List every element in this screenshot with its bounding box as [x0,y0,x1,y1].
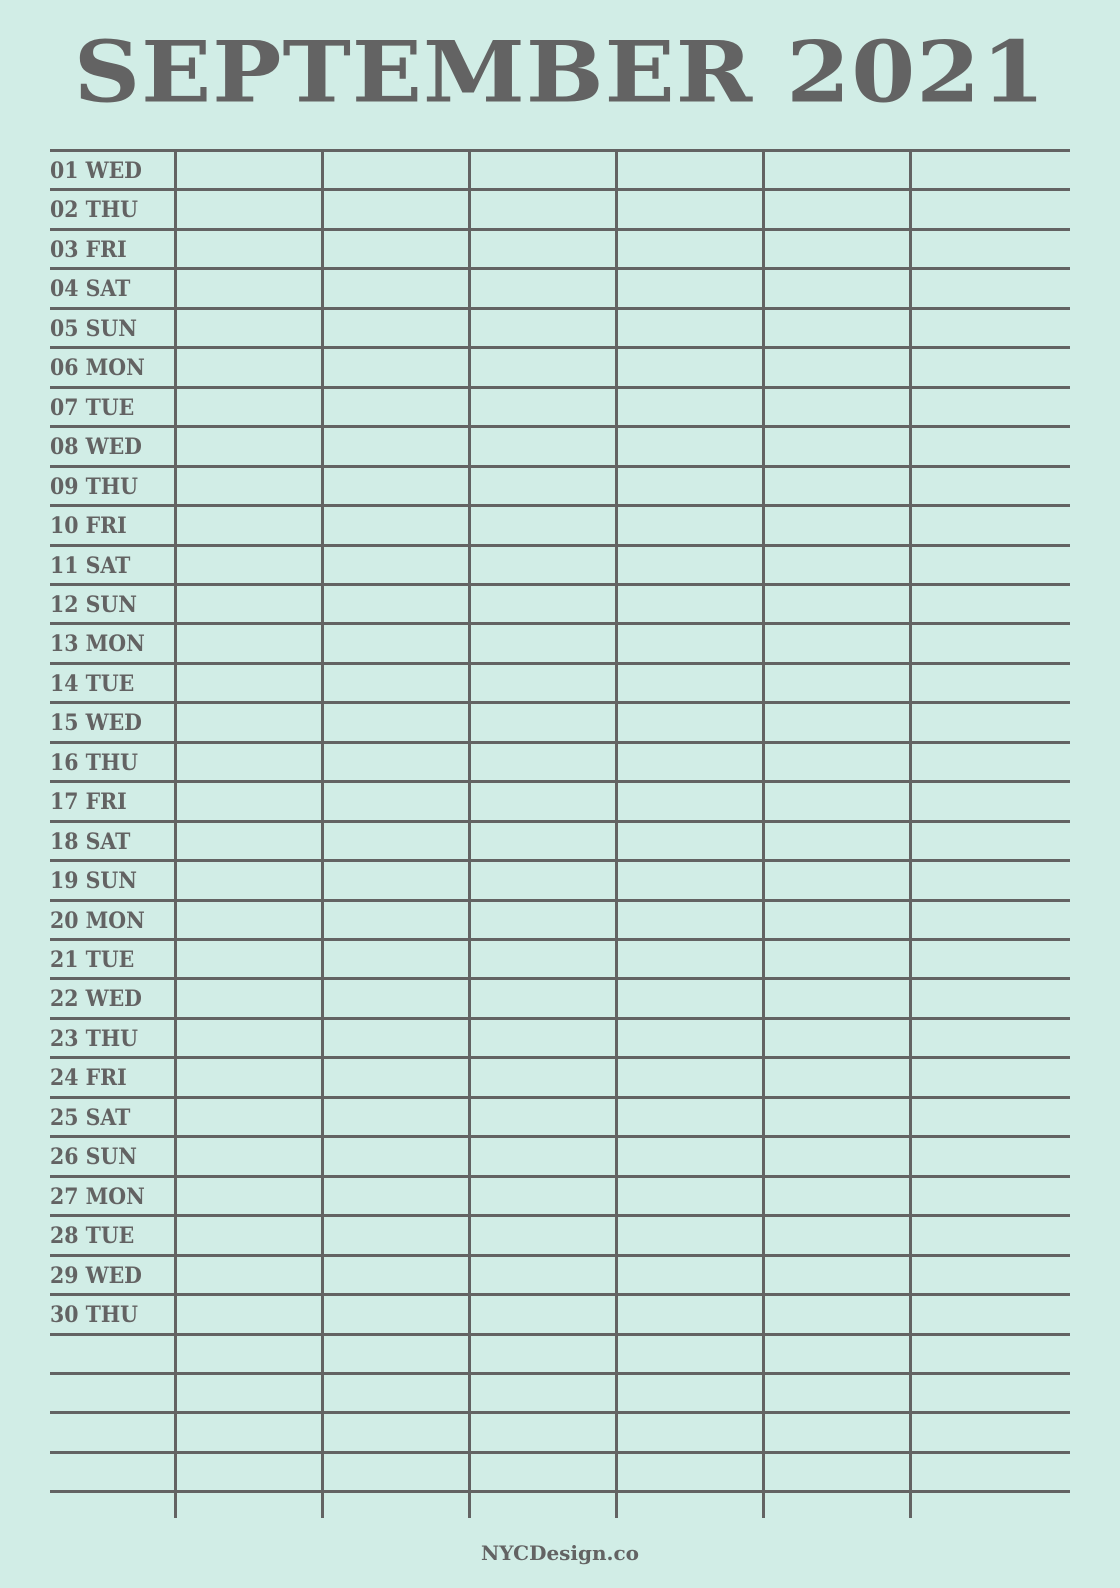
row-divider [50,267,1070,270]
day-label: 23 THU [50,1026,139,1052]
row-divider [50,425,1070,428]
column-divider [174,150,177,1518]
row-divider [50,149,1070,152]
row-divider [50,899,1070,902]
day-label: 08 WED [50,434,142,460]
day-label: 11 SAT [50,553,131,579]
day-label: 05 SUN [50,316,137,342]
row-divider [50,307,1070,310]
row-divider [50,1175,1070,1178]
row-divider [50,977,1070,980]
row-divider [50,622,1070,625]
row-divider [50,465,1070,468]
day-label: 04 SAT [50,276,131,302]
day-label: 12 SUN [50,592,137,618]
day-label: 06 MON [50,355,145,381]
column-divider [762,150,765,1518]
day-label: 03 FRI [50,237,127,263]
row-divider [50,662,1070,665]
day-label: 21 TUE [50,947,135,973]
day-label: 10 FRI [50,513,127,539]
page-title: SEPTEMBER 2021 [73,22,1047,122]
day-label: 19 SUN [50,868,137,894]
row-divider [50,1056,1070,1059]
day-label: 27 MON [50,1184,145,1210]
day-label: 28 TUE [50,1223,135,1249]
day-label: 16 THU [50,750,139,776]
row-divider [50,1214,1070,1217]
row-divider [50,1451,1070,1454]
row-divider [50,1293,1070,1296]
row-divider [50,1135,1070,1138]
row-divider [50,504,1070,507]
day-label: 30 THU [50,1302,139,1328]
day-label: 17 FRI [50,789,127,815]
row-divider [50,1490,1070,1493]
day-label: 14 TUE [50,671,135,697]
row-divider [50,938,1070,941]
row-divider [50,1254,1070,1257]
day-label: 02 THU [50,197,139,223]
row-divider [50,228,1070,231]
row-divider [50,1096,1070,1099]
column-divider [468,150,471,1518]
row-divider [50,188,1070,191]
day-label: 09 THU [50,474,139,500]
row-divider [50,583,1070,586]
row-divider [50,1411,1070,1414]
day-label: 18 SAT [50,829,131,855]
day-label: 13 MON [50,631,145,657]
column-divider [321,150,324,1518]
footer-credit: NYCDesign.co [480,1541,640,1565]
row-divider [50,859,1070,862]
row-divider [50,1017,1070,1020]
day-label: 24 FRI [50,1065,127,1091]
row-divider [50,701,1070,704]
row-divider [50,386,1070,389]
row-divider [50,346,1070,349]
row-divider [50,1333,1070,1336]
day-label: 07 TUE [50,395,135,421]
row-divider [50,1372,1070,1375]
row-divider [50,780,1070,783]
day-label: 29 WED [50,1263,142,1289]
day-label: 15 WED [50,710,142,736]
column-divider [909,150,912,1518]
row-divider [50,544,1070,547]
day-label: 22 WED [50,986,142,1012]
day-label: 01 WED [50,158,142,184]
day-label: 20 MON [50,908,145,934]
day-label: 25 SAT [50,1105,131,1131]
column-divider [615,150,618,1518]
row-divider [50,741,1070,744]
row-divider [50,820,1070,823]
day-label: 26 SUN [50,1144,137,1170]
